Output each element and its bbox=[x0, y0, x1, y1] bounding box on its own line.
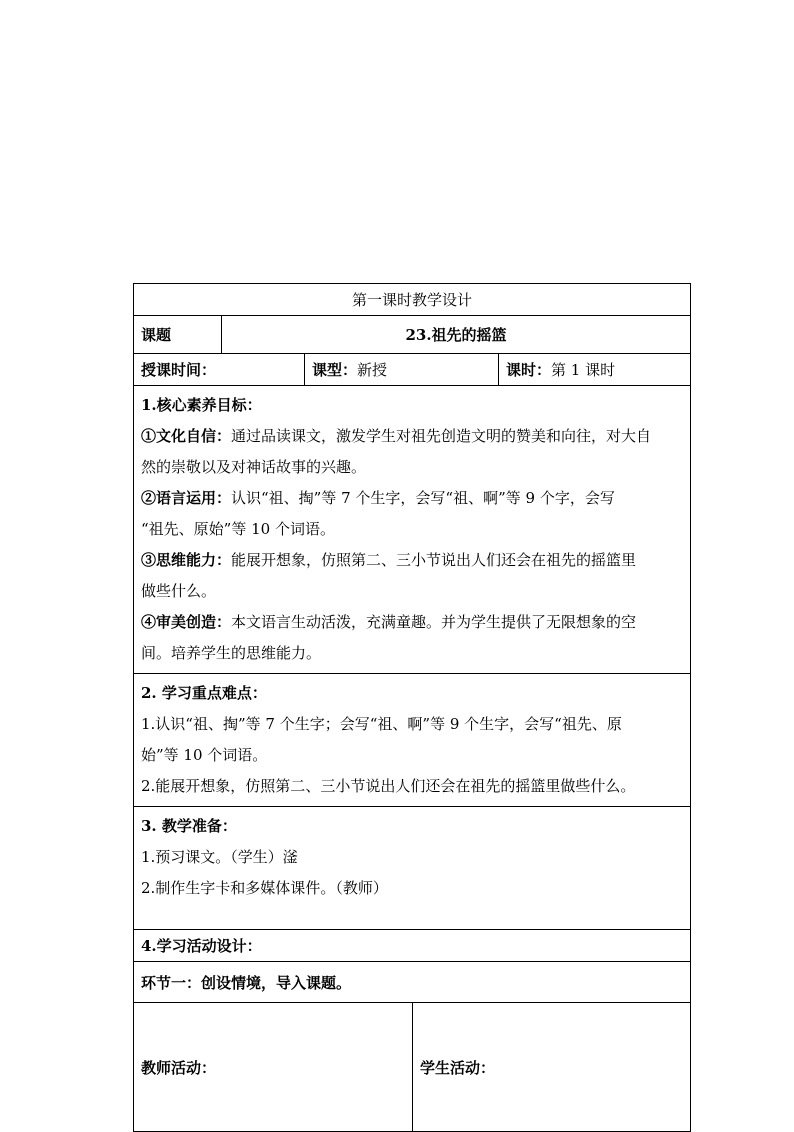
topic-label: 课题 bbox=[134, 316, 222, 354]
activities-heading-row bbox=[134, 930, 691, 962]
key-point-line: 2.能展开想象，仿照第二、三小节说出人们还会在祖先的摇篮里做些什么。 bbox=[141, 777, 636, 795]
period-value: 第 1 课时 bbox=[551, 361, 616, 379]
key-points-row bbox=[134, 674, 691, 807]
class-time-cell bbox=[134, 354, 305, 386]
goals-heading: 1.核心素养目标： bbox=[141, 396, 262, 414]
preparation-heading: 3. 教学准备： bbox=[141, 817, 237, 835]
key-points-cell bbox=[134, 674, 691, 807]
goal-label: ④审美创造： bbox=[141, 613, 232, 631]
preparation-cell bbox=[134, 807, 691, 930]
goal-label: ②语言运用： bbox=[141, 489, 232, 507]
goal-item bbox=[141, 483, 683, 514]
goal-item bbox=[141, 607, 683, 638]
goals-row bbox=[134, 386, 691, 674]
activity-columns-row bbox=[134, 1003, 691, 1132]
goal-label: ③思维能力： bbox=[141, 551, 232, 569]
lesson-type-cell bbox=[305, 354, 499, 386]
goal-item bbox=[141, 545, 683, 576]
student-activity-cell: 学生活动： bbox=[413, 1003, 691, 1132]
goal-text: 认识“祖、掏”等 7 个生字，会写“祖、啊”等 9 个字，会写 bbox=[231, 489, 615, 507]
goal-item bbox=[141, 421, 683, 452]
key-point-line: 1.认识“祖、掏”等 7 个生字；会写“祖、啊”等 9 个生字，会写“祖先、原 bbox=[141, 715, 622, 733]
lesson-type-label: 课型： bbox=[312, 361, 358, 379]
preparation-line: 1.预习课文。（学生）滏 bbox=[141, 848, 298, 866]
preparation-line: 2.制作生字卡和多媒体课件。（教师） bbox=[141, 879, 388, 897]
lesson-plan-table bbox=[133, 283, 691, 1132]
step1-row bbox=[134, 962, 691, 1003]
goal-text-continued: 然的崇敬以及对神话故事的兴趣。 bbox=[141, 458, 367, 476]
goal-text-continued: 做些什么。 bbox=[141, 582, 217, 600]
step1-heading: 环节一：创设情境，导入课题。 bbox=[134, 962, 691, 1003]
topic-row bbox=[134, 316, 691, 354]
goal-text-continued: “祖先、原始”等 10 个词语。 bbox=[141, 520, 335, 538]
goal-text: 本文语言生动活泼，充满童趣。并为学生提供了无限想象的空 bbox=[231, 613, 637, 631]
period-cell bbox=[499, 354, 691, 386]
key-point-line: 始”等 10 个词语。 bbox=[141, 746, 268, 764]
preparation-row bbox=[134, 807, 691, 930]
table-title: 第一课时教学设计 bbox=[134, 284, 691, 316]
lesson-type-value: 新授 bbox=[357, 361, 388, 379]
teacher-activity-cell: 教师活动： bbox=[134, 1003, 413, 1132]
title-row bbox=[134, 284, 691, 316]
goal-text: 能展开想象，仿照第二、三小节说出人们还会在祖先的摇篮里 bbox=[231, 551, 637, 569]
key-points-heading: 2. 学习重点难点： bbox=[141, 684, 267, 702]
class-time-label: 授课时间： bbox=[141, 361, 217, 379]
activities-heading: 4.学习活动设计： bbox=[134, 930, 691, 962]
goal-label: ①文化自信： bbox=[141, 427, 232, 445]
info-row bbox=[134, 354, 691, 386]
topic-value: 23.祖先的摇篮 bbox=[222, 316, 691, 354]
goals-cell bbox=[134, 386, 691, 674]
goal-text: 通过品读课文，激发学生对祖先创造文明的赞美和向往，对大自 bbox=[231, 427, 652, 445]
period-label: 课时： bbox=[506, 361, 552, 379]
goal-text-continued: 间。培养学生的思维能力。 bbox=[141, 644, 322, 662]
